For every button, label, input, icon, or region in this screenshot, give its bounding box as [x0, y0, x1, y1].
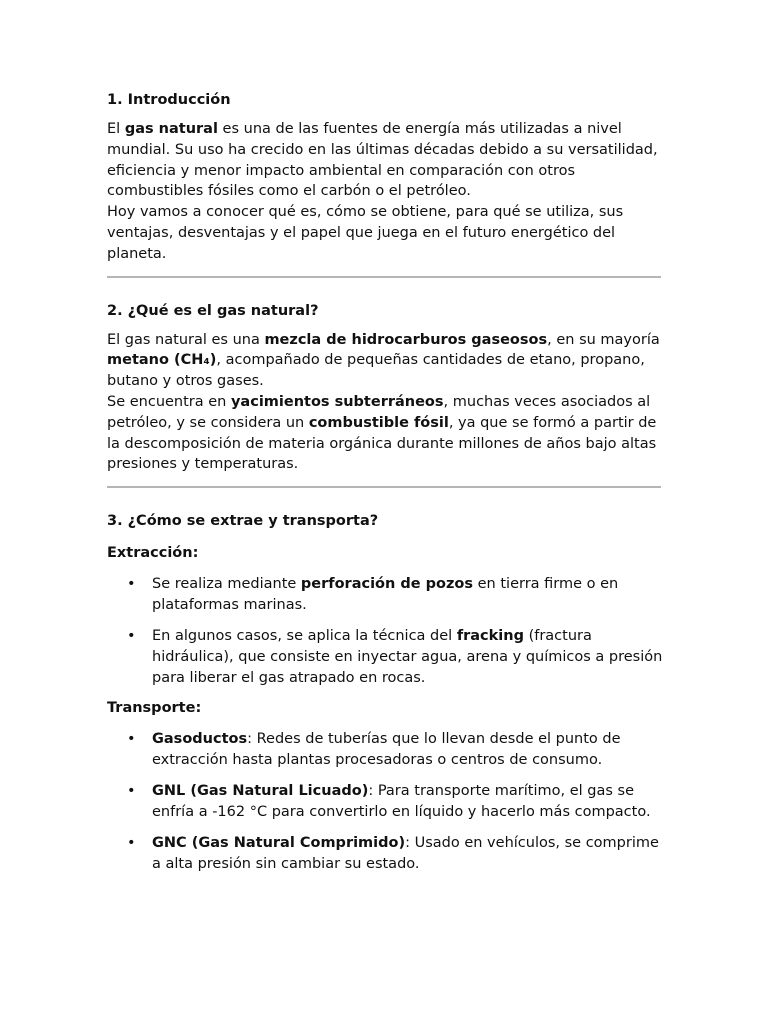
- section-2-paragraph: [107, 330, 667, 476]
- text-run: , ya que se formó a partir de la descomposición de materia orgánica durante millones de años bajo altas presiones y temperaturas.: [107, 414, 657, 473]
- bullet-icon: •: [127, 628, 136, 645]
- bullet-icon: •: [127, 575, 136, 592]
- text-run: Se realiza mediante: [152, 575, 301, 592]
- text-run: , en su mayoría: [547, 331, 660, 348]
- bold-run: GNL (Gas Natural Licuado): [152, 783, 369, 800]
- bullet-icon: •: [127, 835, 136, 852]
- section-1-paragraph-1: [107, 119, 667, 265]
- section-2-title: 2. ¿Qué es el gas natural?: [107, 302, 319, 319]
- transport-list: [107, 729, 667, 875]
- text-run: Se encuentra en: [107, 393, 231, 410]
- text-run: : Redes de tuberías que lo llevan desde el punto de extracción hasta plantas procesadoras o centros de consumo.: [152, 731, 621, 769]
- bold-run: perforación de pozos: [300, 575, 474, 592]
- list-item: [107, 833, 667, 875]
- bold-run: gas natural: [124, 121, 218, 137]
- section-3-title: 3. ¿Cómo se extrae y transporta?: [107, 513, 379, 530]
- list-item: [107, 781, 667, 823]
- text-run: , muchas veces asociados al petróleo, y se considera un: [107, 393, 651, 431]
- list-item: [107, 626, 667, 688]
- horizontal-rule: [107, 486, 661, 488]
- bold-run: GNC (Gas Natural Comprimido): [152, 835, 406, 852]
- extraction-label: Extracción:: [107, 545, 199, 562]
- bold-run: combustible fósil: [308, 414, 449, 431]
- bullet-icon: •: [127, 783, 136, 800]
- text-run: es una de las fuentes de energía más utilizadas a nivel mundial. Su uso ha crecido en las últimas décadas debido a su versatilidad, eficiencia y menor impacto ambiental en comparación con otros combustibles fósiles como el carbón o el petróleo.: [107, 121, 658, 200]
- transport-label: Transporte:: [107, 700, 202, 717]
- text-run: En algunos casos, se aplica la técnica del: [152, 628, 457, 645]
- text-run: : Para transporte marítimo, el gas se enfría a -162 °C para convertirlo en líquido y hacerlo más compacto.: [152, 783, 651, 821]
- extraction-list: [107, 574, 667, 688]
- text-run: , acompañado de pequeñas cantidades de etano, propano, butano y otros gases.: [107, 352, 645, 390]
- horizontal-rule: [107, 276, 661, 278]
- section-1-paragraph-2: Hoy vamos a conocer qué es, cómo se obtiene, para qué se utiliza, sus ventajas, desventajas y el papel que juega en el futuro energético del planeta.: [107, 204, 624, 262]
- text-run: en tierra firme o en plataformas marinas.: [152, 575, 619, 613]
- bold-run: mezcla de hidrocarburos gaseosos: [264, 331, 548, 348]
- text-run: El: [107, 121, 125, 137]
- text-run: : Usado en vehículos, se comprime a alta presión sin cambiar su estado.: [152, 835, 659, 873]
- text-run: El gas natural es una: [107, 331, 265, 348]
- bold-run: metano (CH₄): [107, 352, 217, 369]
- list-item: [107, 574, 667, 616]
- bold-run: fracking: [456, 628, 524, 645]
- text-run: (fractura hidráulica), que consiste en inyectar agua, arena y químicos a presión para liberar el gas atrapado en rocas.: [152, 628, 663, 686]
- section-1-title: 1. Introducción: [107, 92, 231, 108]
- bullet-icon: •: [127, 731, 136, 748]
- bold-run: Gasoductos: [152, 731, 248, 748]
- document-content: [107, 88, 667, 875]
- list-item: [107, 729, 667, 771]
- bold-run: yacimientos subterráneos: [230, 393, 444, 410]
